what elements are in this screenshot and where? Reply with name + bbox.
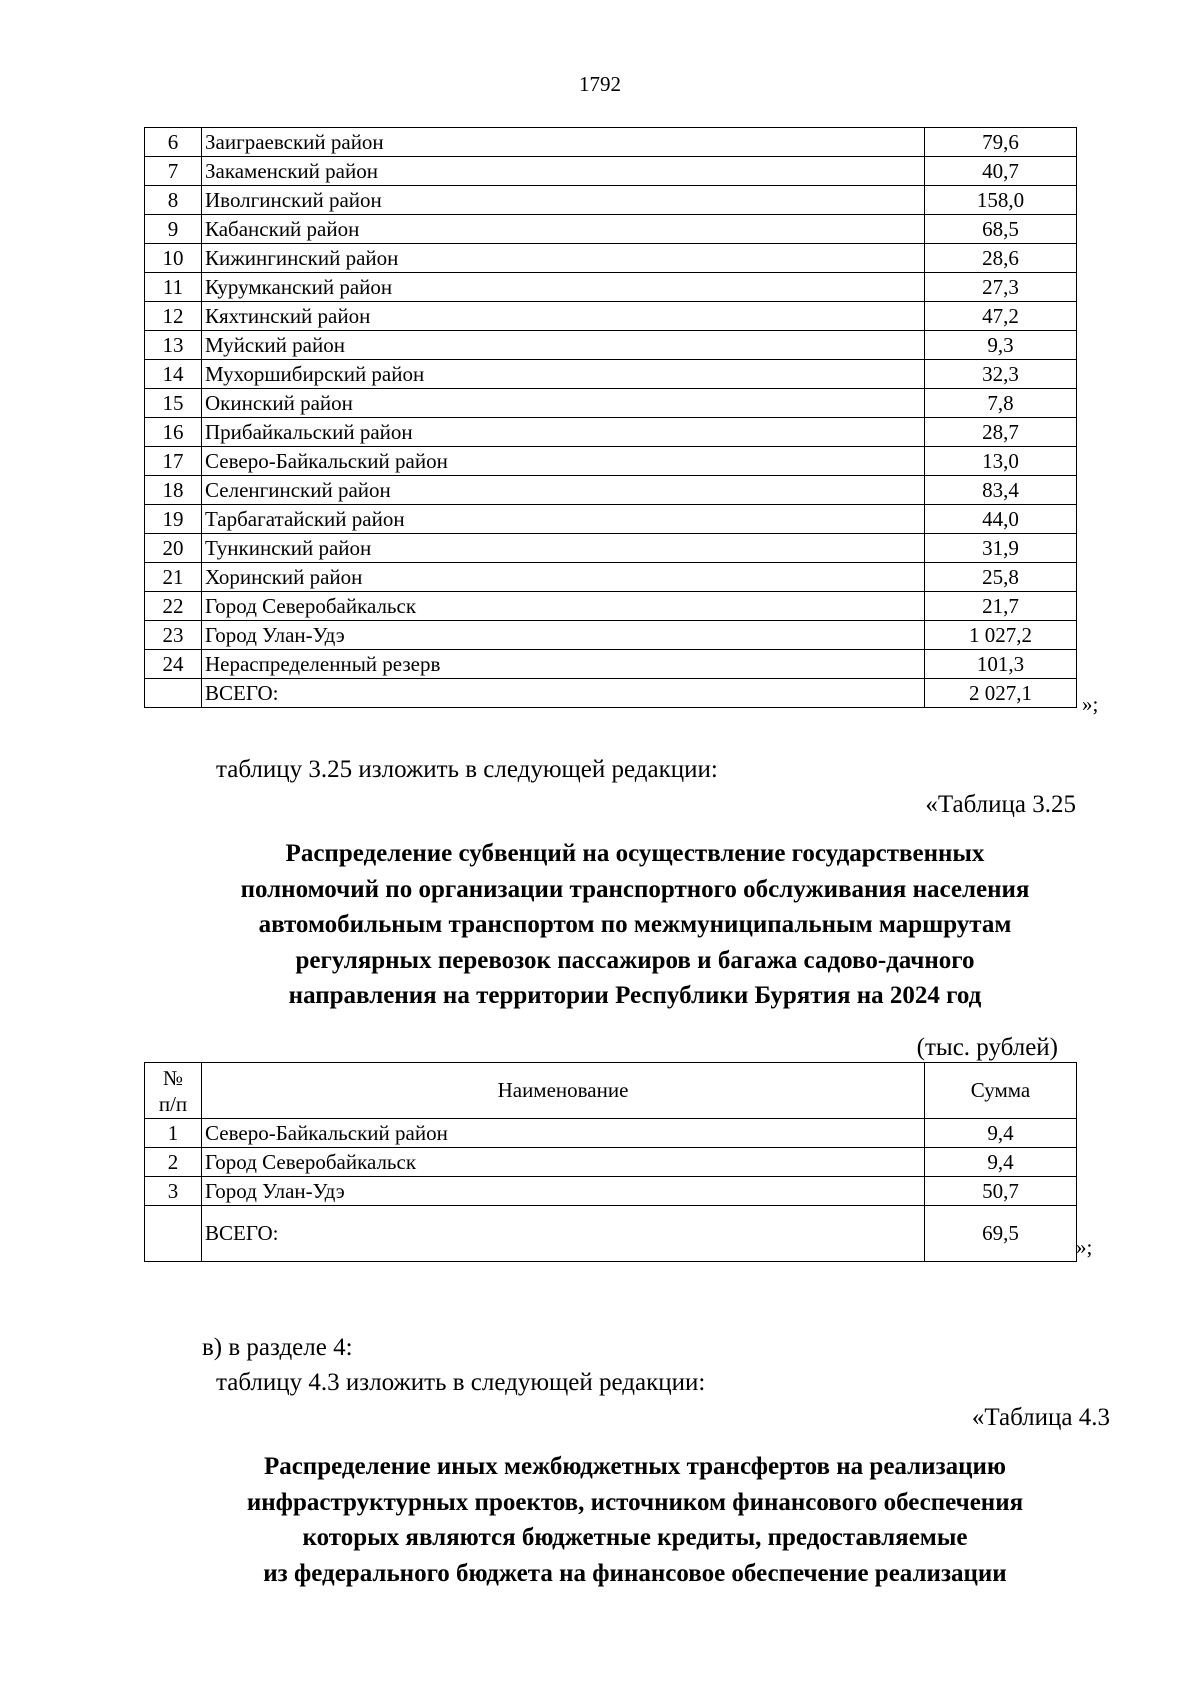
header-sum: Сумма [925, 1063, 1077, 1119]
row-number: 16 [145, 418, 202, 447]
row-number: 18 [145, 476, 202, 505]
row-number: 11 [145, 273, 202, 302]
table-row [145, 563, 1077, 592]
row-value: 47,2 [925, 302, 1077, 331]
row-value: 68,5 [925, 215, 1077, 244]
row-value: 1 027,2 [925, 621, 1077, 650]
table-row [145, 1177, 1077, 1206]
title-line: Распределение иных межбюджетных трансфертов на реализацию [263, 1453, 1007, 1480]
table-row [145, 592, 1077, 621]
row-number: 19 [145, 505, 202, 534]
table-3-25-title [160, 836, 1110, 1014]
table-row [145, 244, 1077, 273]
row-number: 1 [145, 1119, 202, 1148]
row-name: Город Улан-Удэ [202, 1177, 925, 1206]
unit-label: (тыс. рублей) [916, 1034, 1058, 1061]
row-value: 9,3 [925, 331, 1077, 360]
table-body [145, 128, 1077, 708]
table-header-row [145, 1063, 1077, 1119]
table-label-3-25: «Таблица 3.25 [925, 791, 1076, 818]
row-number: 8 [145, 186, 202, 215]
row-name: Курумканский район [202, 273, 925, 302]
table-row [145, 128, 1077, 157]
table-row [145, 476, 1077, 505]
title-line: полномочий по организации транспортного обслуживания населения [240, 875, 1030, 903]
row-number: 12 [145, 302, 202, 331]
row-value: 28,6 [925, 244, 1077, 273]
table-row [145, 157, 1077, 186]
header-name: Наименование [202, 1063, 925, 1119]
table-row [145, 505, 1077, 534]
table2-closing-mark: »; [1076, 1235, 1093, 1259]
row-number: 17 [145, 447, 202, 476]
row-name: Кабанский район [202, 215, 925, 244]
table-4-3-title [160, 1449, 1110, 1591]
table-row [145, 1119, 1077, 1148]
row-name: Окинский район [202, 389, 925, 418]
row-number: 21 [145, 563, 202, 592]
row-value: 50,7 [925, 1177, 1077, 1206]
row-name: Муйский район [202, 331, 925, 360]
row-number: 15 [145, 389, 202, 418]
total-num-cell [145, 1206, 202, 1262]
row-number: 13 [145, 331, 202, 360]
instruction-paragraph-3-25: таблицу 3.25 изложить в следующей редакции: [216, 756, 718, 783]
table-row [145, 650, 1077, 679]
header-num [145, 1063, 202, 1119]
title-line: автомобильным транспортом по межмуниципальным маршрутам [258, 911, 1012, 938]
row-name: Закаменский район [202, 157, 925, 186]
row-value: 101,3 [925, 650, 1077, 679]
total-num-cell [145, 679, 202, 708]
row-name: Прибайкальский район [202, 418, 925, 447]
total-row [145, 1206, 1077, 1262]
table-body [145, 1119, 1077, 1206]
row-number: 14 [145, 360, 202, 389]
table-row [145, 418, 1077, 447]
total-label: ВСЕГО: [202, 1206, 925, 1262]
row-name: Селенгинский район [202, 476, 925, 505]
title-line: которых являются бюджетные кредиты, предоставляемые [302, 1524, 968, 1551]
table-row [145, 360, 1077, 389]
table1-closing-mark: »; [1082, 692, 1099, 716]
row-number: 24 [145, 650, 202, 679]
table-label-4-3: «Таблица 4.3 [971, 1404, 1110, 1431]
row-name: Заиграевский район [202, 128, 925, 157]
header-num-line1: № [162, 1065, 184, 1090]
subsidy-table-continued [144, 127, 1077, 708]
row-number: 23 [145, 621, 202, 650]
page-number: 1792 [579, 72, 621, 96]
title-line: регулярных перевозок пассажиров и багажа садово-дачного [295, 946, 975, 974]
row-value: 9,4 [925, 1119, 1077, 1148]
row-value: 44,0 [925, 505, 1077, 534]
header-num-line2: п/п [158, 1091, 188, 1116]
row-number: 22 [145, 592, 202, 621]
row-value: 9,4 [925, 1148, 1077, 1177]
table-3-25 [144, 1062, 1077, 1262]
table-row [145, 621, 1077, 650]
row-value: 79,6 [925, 128, 1077, 157]
row-number: 20 [145, 534, 202, 563]
total-value: 2 027,1 [925, 679, 1077, 708]
total-label: ВСЕГО: [202, 679, 925, 708]
row-name: Тункинский район [202, 534, 925, 563]
table-row [145, 302, 1077, 331]
table-row [145, 1148, 1077, 1177]
row-name: Кяхтинский район [202, 302, 925, 331]
row-value: 83,4 [925, 476, 1077, 505]
row-number: 6 [145, 128, 202, 157]
title-line: Распределение субвенций на осуществление государственных [285, 840, 985, 867]
row-value: 31,9 [925, 534, 1077, 563]
row-number: 9 [145, 215, 202, 244]
row-value: 28,7 [925, 418, 1077, 447]
row-name: Мухоршибирский район [202, 360, 925, 389]
total-value: 69,5 [925, 1206, 1077, 1262]
title-line: из федерального бюджета на финансовое обеспечение реализации [263, 1559, 1007, 1587]
instruction-paragraph-4-3: таблицу 4.3 изложить в следующей редакции: [216, 1369, 706, 1396]
total-row [145, 679, 1077, 708]
row-value: 13,0 [925, 447, 1077, 476]
row-name: Город Улан-Удэ [202, 621, 925, 650]
table-row [145, 534, 1077, 563]
row-name: Город Северобайкальск [202, 592, 925, 621]
row-value: 7,8 [925, 389, 1077, 418]
row-name: Нераспределенный резерв [202, 650, 925, 679]
row-value: 27,3 [925, 273, 1077, 302]
row-number: 7 [145, 157, 202, 186]
row-name: Иволгинский район [202, 186, 925, 215]
table-row [145, 447, 1077, 476]
row-number: 10 [145, 244, 202, 273]
table-row [145, 331, 1077, 360]
row-number: 2 [145, 1148, 202, 1177]
row-name: Северо-Байкальский район [202, 447, 925, 476]
row-value: 25,8 [925, 563, 1077, 592]
table-row [145, 273, 1077, 302]
row-name: Хоринский район [202, 563, 925, 592]
table-row [145, 186, 1077, 215]
row-name: Тарбагатайский район [202, 505, 925, 534]
row-value: 40,7 [925, 157, 1077, 186]
row-name: Город Северобайкальск [202, 1148, 925, 1177]
row-name: Кижингинский район [202, 244, 925, 273]
title-line: инфраструктурных проектов, источником финансового обеспечения [246, 1488, 1024, 1516]
row-value: 32,3 [925, 360, 1077, 389]
table-row [145, 389, 1077, 418]
row-value: 158,0 [925, 186, 1077, 215]
row-name: Северо-Байкальский район [202, 1119, 925, 1148]
table-row [145, 215, 1077, 244]
section-4-paragraph: в) в разделе 4: [202, 1334, 353, 1361]
row-number: 3 [145, 1177, 202, 1206]
row-value: 21,7 [925, 592, 1077, 621]
title-line: направления на территории Республики Бурятия на 2024 год [288, 982, 982, 1009]
